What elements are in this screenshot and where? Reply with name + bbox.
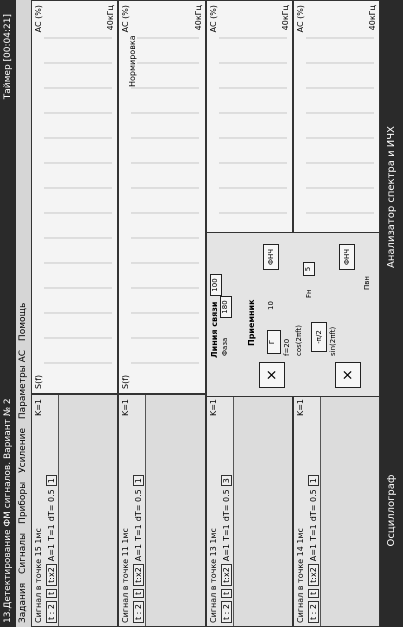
channel-header bbox=[32, 395, 47, 626]
channel-k: K=1 bbox=[208, 399, 218, 417]
channel-controls bbox=[221, 395, 234, 626]
period-label: T=1 bbox=[134, 524, 144, 541]
phase-shifter: -π/2 bbox=[311, 322, 327, 352]
window-title: 13.Детектирование ФМ сигналов. Вариант № 2 bbox=[3, 398, 13, 623]
spectrum-plot bbox=[32, 0, 119, 393]
time-x2-button[interactable]: t:x2 bbox=[221, 564, 232, 586]
channel-k: K=1 bbox=[34, 399, 43, 417]
spectrum-label: Анализатор спектра и ИЧХ bbox=[380, 0, 403, 394]
dt-label: dT= 0.5 bbox=[221, 489, 231, 522]
channel-signal: Сигнал в точке 13 bbox=[208, 546, 218, 623]
spectrum-freq-label: 40кГц bbox=[280, 5, 290, 31]
receiver-title: Приемник bbox=[247, 299, 256, 346]
channel-signal: Сигнал в точке 11 bbox=[121, 546, 131, 623]
menu-item-gain[interactable]: Усиление bbox=[18, 428, 28, 473]
channel-controls bbox=[308, 395, 321, 626]
multiplier-bottom: × bbox=[335, 362, 361, 388]
channel-time: 1мс bbox=[208, 528, 218, 544]
phase-input[interactable]: 180 bbox=[220, 296, 232, 318]
normalize-checkbox[interactable]: Нормировка bbox=[128, 35, 137, 87]
period-label: T=1 bbox=[221, 524, 231, 541]
spectrum-ac-label: AC (%) bbox=[208, 5, 218, 33]
time-x2-button[interactable]: t:x2 bbox=[46, 564, 57, 586]
channel-page[interactable]: 1 bbox=[133, 475, 144, 486]
fn-label: Fн bbox=[305, 289, 313, 298]
channel-k: K=1 bbox=[121, 399, 131, 417]
dt-label: dT= 0.5 bbox=[308, 489, 318, 522]
spectrum-freq-label: 40кГц bbox=[193, 5, 203, 31]
channel-signal: Сигнал в точке 15 bbox=[34, 546, 43, 623]
channel-header bbox=[294, 395, 309, 626]
amplitude-label: A=1 bbox=[221, 543, 231, 562]
time-x2-button[interactable]: t:x2 bbox=[308, 564, 319, 586]
generator-label: Г bbox=[268, 339, 276, 345]
channel-page[interactable]: 3 bbox=[221, 475, 232, 486]
ten-label: 10 bbox=[267, 301, 275, 310]
spectrum-ac-label: AC (%) bbox=[34, 5, 43, 33]
spectrum-freq-label: 40кГц bbox=[368, 5, 377, 31]
channel-time: 1мс bbox=[295, 528, 305, 544]
freq-label: f=20 bbox=[283, 338, 291, 356]
phase-label: Фаза bbox=[221, 337, 229, 356]
channel-page[interactable]: 1 bbox=[308, 475, 319, 486]
generator-block bbox=[267, 330, 281, 354]
time-button[interactable]: t bbox=[308, 589, 319, 598]
menu-bar bbox=[16, 0, 32, 627]
snr-input[interactable]: 100 bbox=[210, 274, 222, 296]
oscilloscope-channel bbox=[31, 394, 118, 627]
channel-time: 1мс bbox=[34, 528, 43, 544]
time-x2-button[interactable]: t:x2 bbox=[133, 564, 144, 586]
channel-page[interactable]: 1 bbox=[46, 475, 57, 486]
ppn-label: Пвн bbox=[363, 276, 371, 290]
dt-label: dT= 0.5 bbox=[134, 489, 144, 522]
oscilloscope-channel bbox=[118, 394, 205, 627]
timer: Таймер [00:04:21] bbox=[3, 14, 13, 100]
time-button[interactable]: t bbox=[221, 589, 232, 598]
time-div-button[interactable]: t : 2 bbox=[46, 601, 57, 623]
menu-item-help[interactable]: Помощь bbox=[18, 302, 28, 342]
spectrum-panel bbox=[31, 0, 118, 394]
channel-header bbox=[207, 395, 222, 626]
period-label: T=1 bbox=[308, 524, 318, 541]
sin-label: sin(2πft) bbox=[329, 326, 337, 356]
spectrum-freq-label: 40кГц bbox=[106, 5, 116, 31]
cos-label: cos(2πft) bbox=[295, 325, 303, 356]
time-div-button[interactable]: t : 2 bbox=[308, 601, 319, 623]
amplitude-label: A=1 bbox=[134, 543, 144, 562]
time-button[interactable]: t bbox=[46, 589, 57, 598]
line-title: Линия связи bbox=[210, 301, 219, 358]
fn-input[interactable]: 5 bbox=[303, 262, 315, 276]
time-div-button[interactable]: t : 2 bbox=[221, 601, 232, 623]
amplitude-label: A=1 bbox=[308, 543, 318, 562]
oscilloscope-label: Осциллограф bbox=[380, 394, 403, 627]
spectrum-ac-label: AC (%) bbox=[295, 5, 305, 33]
dt-label: dT= 0.5 bbox=[47, 489, 56, 522]
channel-controls bbox=[133, 395, 146, 626]
menu-item-sa-params[interactable]: Параметры АС bbox=[18, 349, 28, 420]
channel-header bbox=[119, 395, 134, 626]
menu-item-devices[interactable]: Приборы bbox=[18, 481, 28, 524]
menu-item-tasks[interactable]: Задания bbox=[18, 582, 28, 623]
channel-time: 1мс bbox=[121, 528, 131, 544]
spectrum-ac-label: AC (%) bbox=[121, 5, 131, 33]
lpf-bottom: ФНЧ bbox=[339, 244, 355, 270]
channel-k: K=1 bbox=[295, 399, 305, 417]
title-bar bbox=[0, 0, 16, 627]
channel-signal: Сигнал в точке 14 bbox=[295, 546, 305, 623]
amplitude-label: A=1 bbox=[47, 543, 56, 562]
channel-controls bbox=[46, 395, 59, 626]
spectrum-s-label: S(f) bbox=[34, 374, 43, 389]
menu-item-signals[interactable]: Сигналы bbox=[18, 532, 28, 574]
time-div-button[interactable]: t : 2 bbox=[133, 601, 144, 623]
multiplier-top: × bbox=[259, 362, 285, 388]
time-button[interactable]: t bbox=[133, 589, 144, 598]
receiver-diagram bbox=[206, 232, 380, 397]
oscilloscope-channel bbox=[293, 394, 380, 627]
lpf-top: ФНЧ bbox=[263, 244, 279, 270]
spectrum-s-label: S(f) bbox=[121, 374, 131, 389]
oscilloscope-channel bbox=[206, 394, 293, 627]
period-label: T=1 bbox=[47, 524, 56, 541]
